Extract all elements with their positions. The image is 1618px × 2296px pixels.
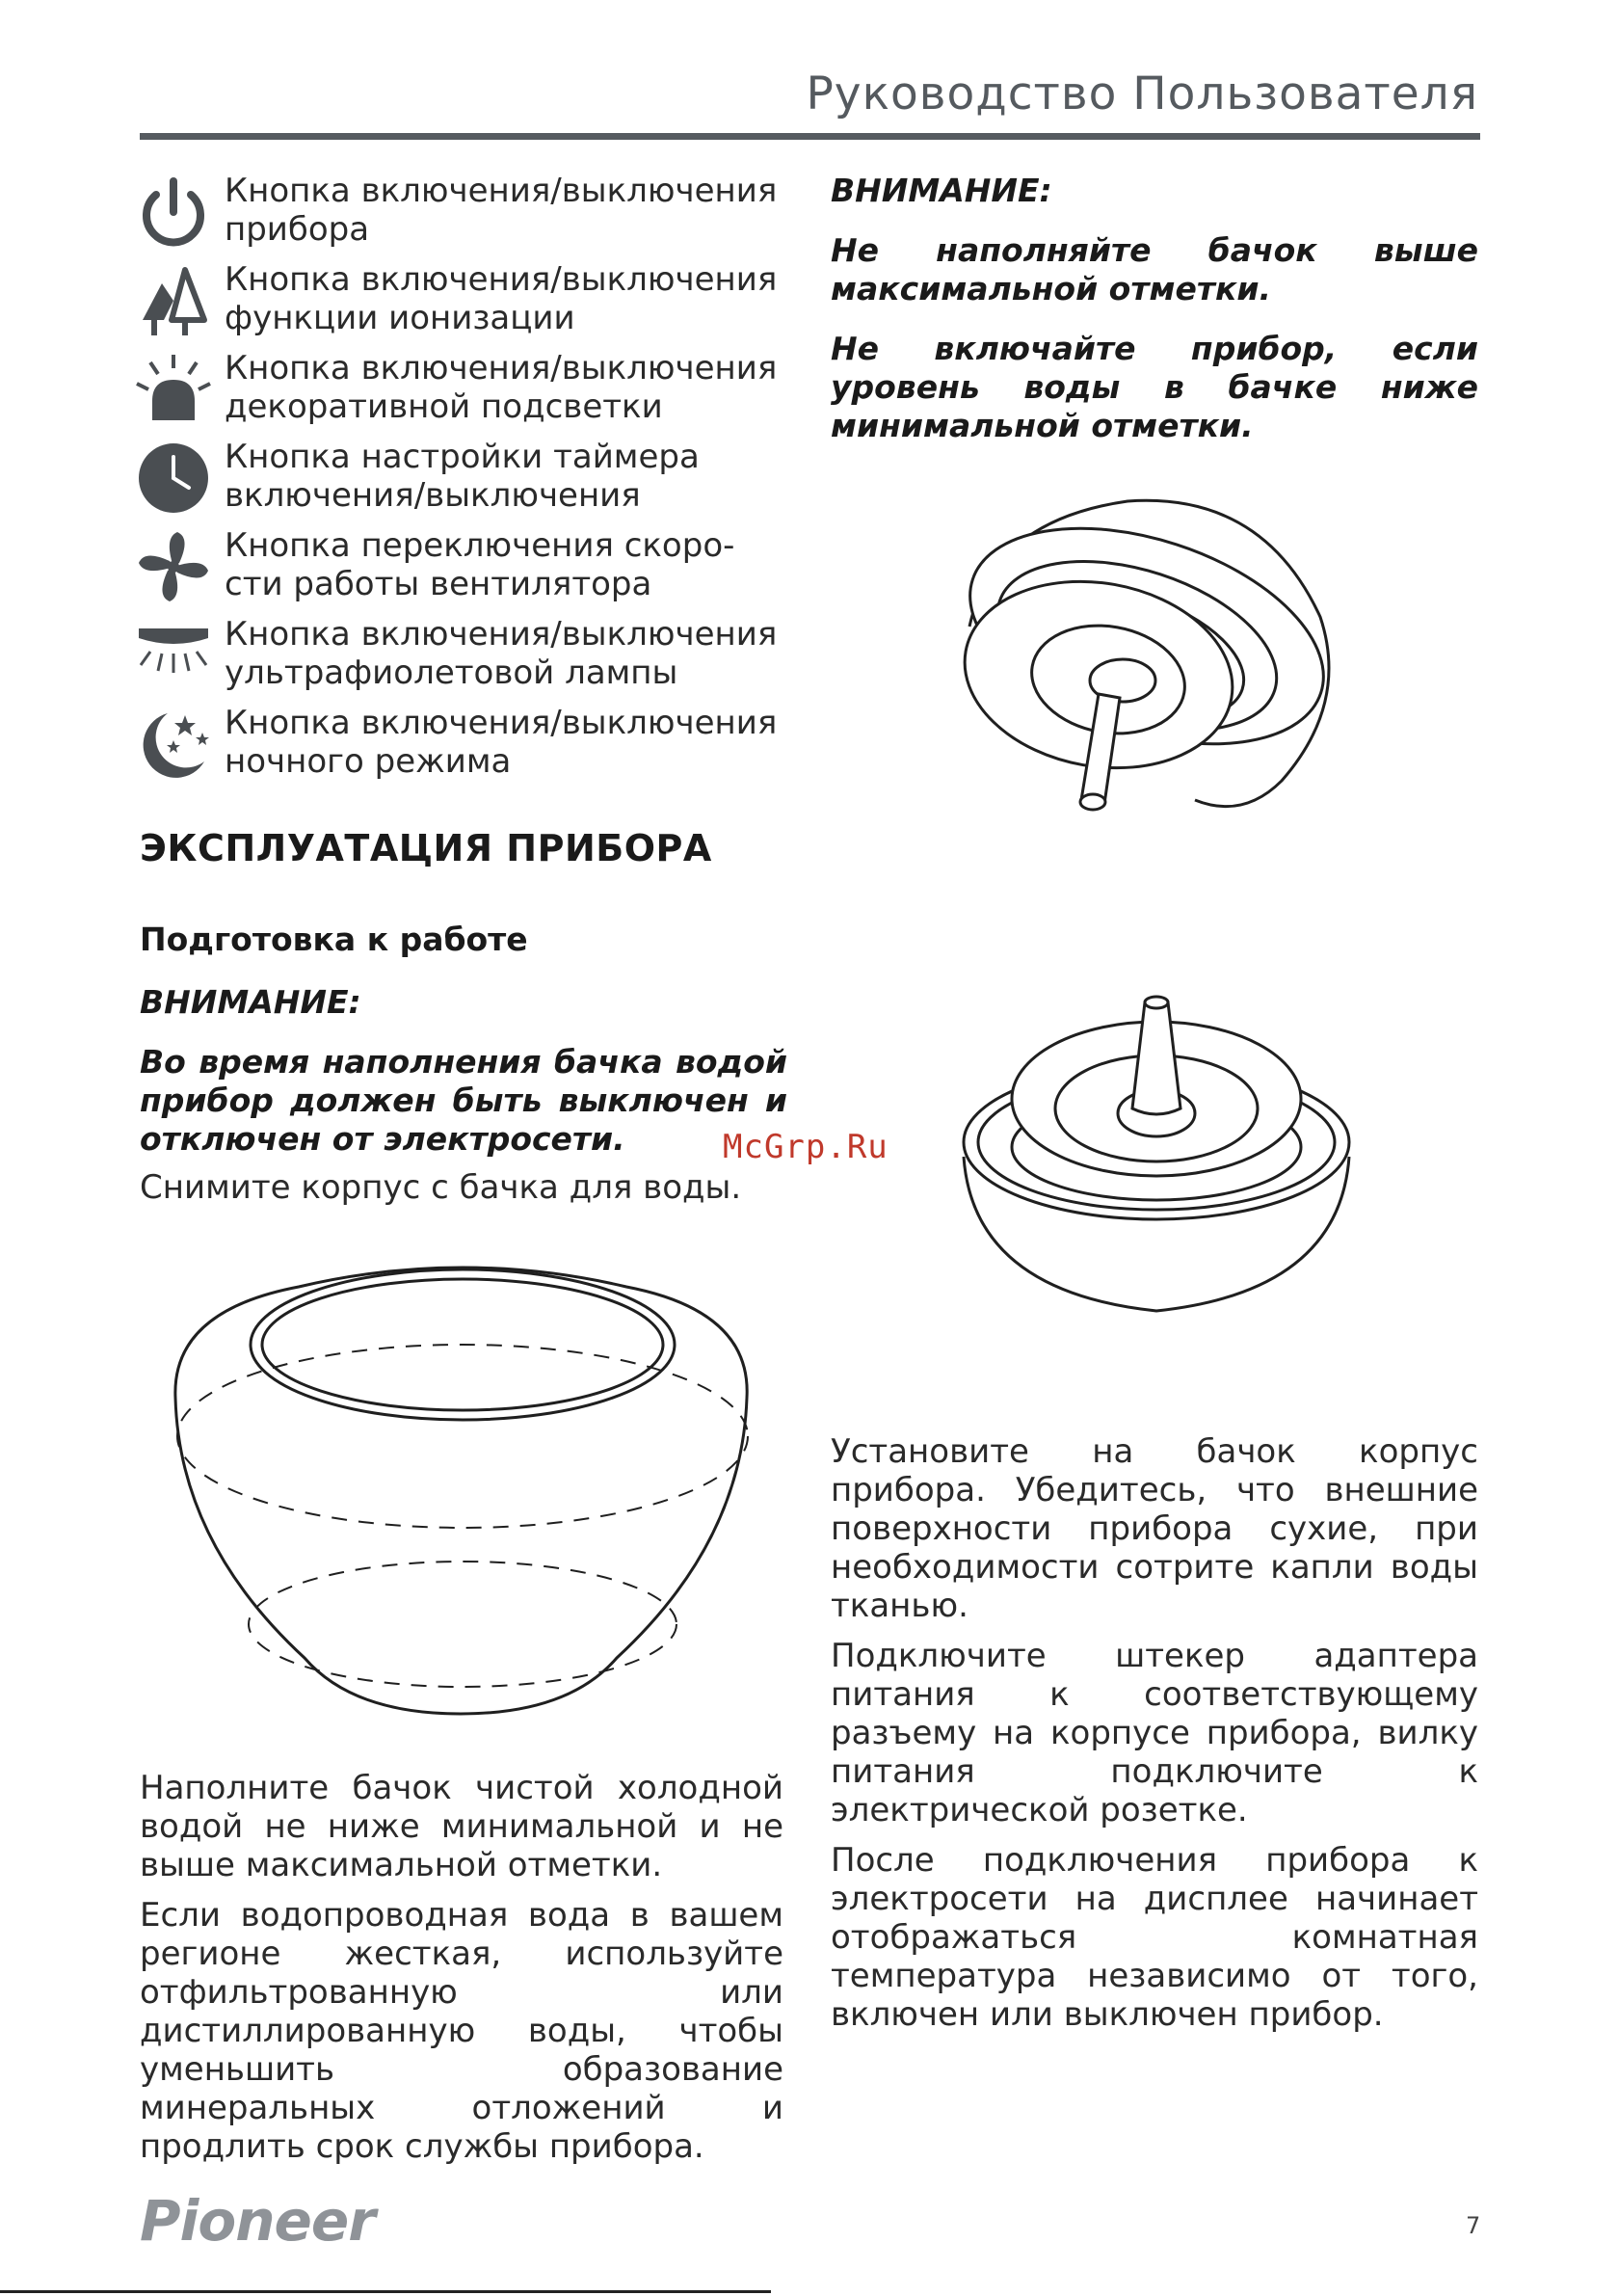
section-subtitle: Подготовка к работе: [140, 921, 528, 958]
control-label-line2: прибора: [225, 210, 370, 249]
control-label-line1: Кнопка включения/выключения: [225, 172, 778, 210]
right-body-column: [831, 1432, 1478, 2045]
ionizer-icon: [135, 262, 212, 339]
uv-lamp-icon: [135, 617, 212, 694]
control-label-line2: ультрафиолетовой лампы: [225, 654, 678, 692]
control-item-night: [135, 706, 790, 783]
fan-icon: [135, 528, 212, 605]
section-title: ЭКСПЛУАТАЦИЯ ПРИБОРА: [140, 827, 712, 869]
brand-logo: Pioneer: [140, 2188, 375, 2254]
control-label-line1: Кнопка включения/выключения: [225, 260, 778, 299]
control-item-timer: [135, 440, 790, 517]
remove-body-text: Снимите корпус с бачка для воды.: [140, 1168, 742, 1207]
control-label-line2: декоративной подсветки: [225, 387, 663, 426]
hard-water-paragraph: Если водопроводная вода в вашем регионе жесткая, используйте отфильтрованную или дистиллированную воды, чтобы уменьшить образование минеральных отложений и продлить срок службы прибора.: [140, 1896, 783, 2166]
control-label-line2: функции ионизации: [225, 299, 575, 337]
display-paragraph: После подключения прибора к электросети на дисплее начинает отображаться комнатная температура независимо от того, включен или выключен прибор.: [831, 1841, 1478, 2034]
control-label-line1: Кнопка переключения скоро-: [225, 526, 735, 565]
clock-icon: [135, 440, 212, 517]
control-label-line1: Кнопка включения/выключения: [225, 349, 778, 387]
page-header-title: Руководство Пользователя: [806, 67, 1478, 120]
header-divider: [140, 133, 1480, 140]
control-label-line1: Кнопка включения/выключения: [225, 615, 778, 654]
power-icon: [135, 174, 212, 251]
left-warning-text: Во время наполнения бачка водой прибор должен быть выключен и отключен от электросети.: [140, 1043, 787, 1158]
control-label-line1: Кнопка настройки таймера: [225, 438, 700, 476]
install-paragraph: Установите на бачок корпус прибора. Убедитесь, что внешние поверхности прибора сухие, при необходимости сотрите капли воды тканью.: [831, 1432, 1478, 1625]
control-item-fan: [135, 528, 790, 605]
control-item-lamp: [135, 351, 790, 428]
open-tank-illustration: [164, 1253, 761, 1735]
watermark: McGrp.Ru: [723, 1128, 889, 1166]
fill-tank-paragraph: Наполните бачок чистой холодной водой не ниже минимальной и не выше максимальной отметки.: [140, 1769, 783, 1884]
control-label-line2: включения/выключения: [225, 476, 641, 515]
control-item-power: [135, 174, 790, 251]
body-removal-illustration: [954, 492, 1359, 829]
bottom-edge-line: [0, 2290, 771, 2293]
left-warning-title: ВНИМАНИЕ:: [140, 983, 361, 1021]
right-warning-title: ВНИМАНИЕ:: [831, 172, 1052, 209]
lamp-icon: [135, 351, 212, 428]
left-body-column: [140, 1769, 783, 2177]
right-warning-text-2: Не включайте прибор, если уровень воды в бачке ниже минимальной отметки.: [831, 330, 1478, 444]
control-label-line1: Кнопка включения/выключения: [225, 704, 778, 742]
page-number: 7: [1466, 2212, 1481, 2239]
control-label-line2: сти работы вентилятора: [225, 565, 652, 603]
control-item-ionizer: [135, 262, 790, 339]
connect-paragraph: Подключите штекер адаптера питания к соответствующему разъему на корпусе прибора, вилку питания подключите к электрической розетке.: [831, 1637, 1478, 1829]
tank-with-float-illustration: [954, 983, 1359, 1321]
right-warning-text-1: Не наполняйте бачок выше максимальной отметки.: [831, 231, 1478, 307]
control-item-uv: [135, 617, 790, 694]
control-label-line2: ночного режима: [225, 742, 512, 781]
night-mode-icon: [135, 706, 212, 783]
